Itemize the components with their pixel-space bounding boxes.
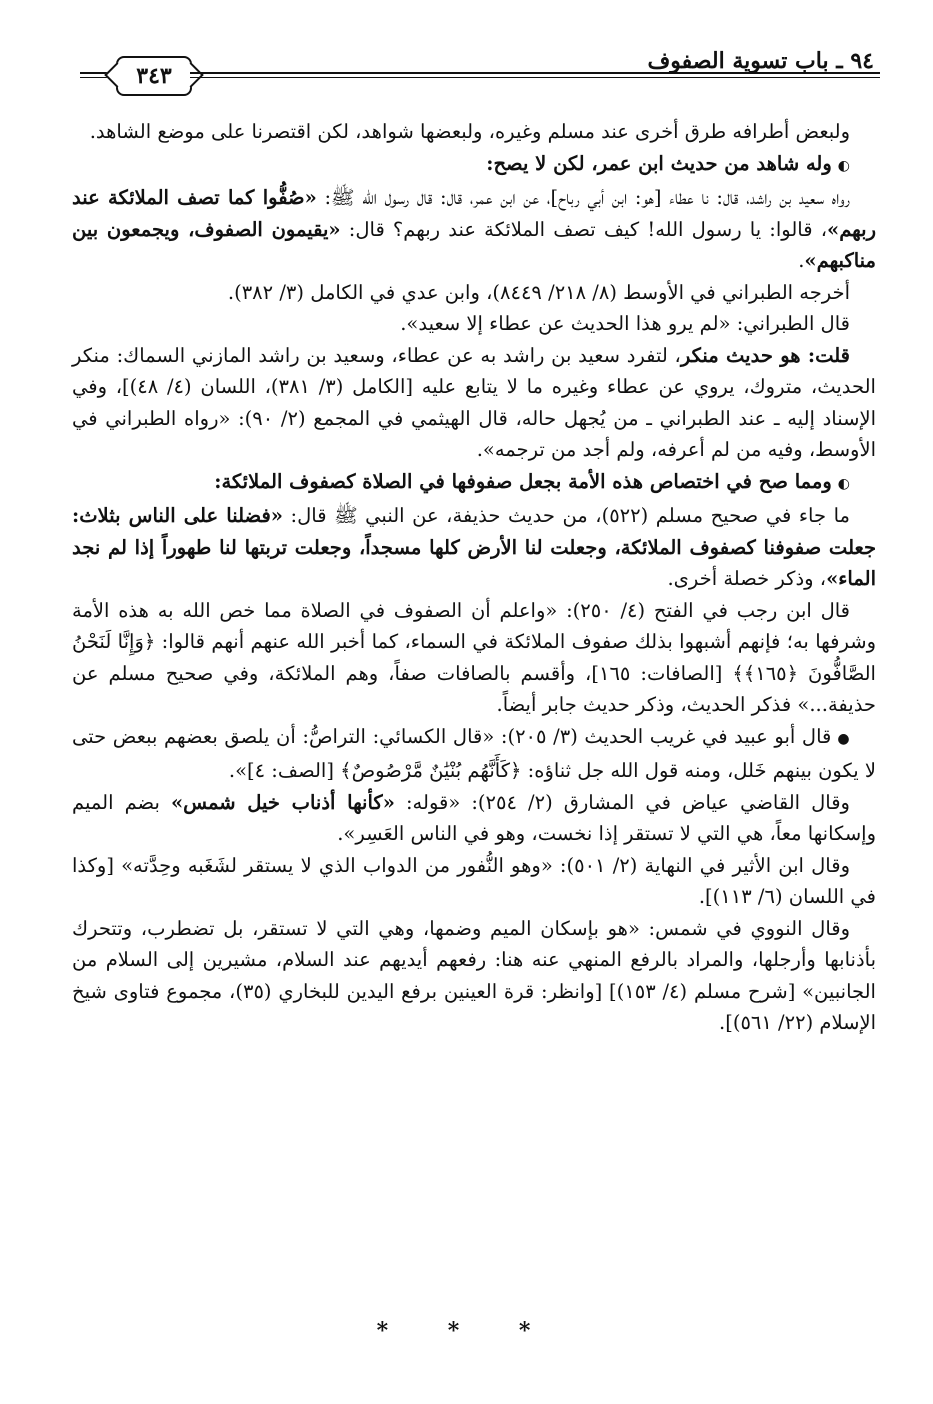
text-run: وقال القاضي عياض في المشارق (٢/ ٢٥٤): «قوله:: [394, 790, 850, 814]
bullet-dot-icon: ●: [837, 730, 850, 747]
paragraph: قال الطبراني: «لم يرو هذا الحديث عن عطاء إلا سعيد».: [400, 312, 850, 335]
paragraph: [72, 721, 876, 787]
running-title: ٩٤ ـ باب تسوية الصفوف: [647, 48, 874, 74]
paragraph: [72, 787, 876, 850]
paragraph: [72, 182, 876, 277]
paragraph: وقال ابن الأثير في النهاية (٢/ ٥٠١): «وهو النُّفور من الدواب الذي لا يستقر لشَغَبه وحِدَّته» [وكذا في اللسان (٦/ ١١٣)].: [72, 853, 876, 908]
paragraph: [72, 500, 876, 595]
text-run: ، لتفرد سعيد بن راشد به عن عطاء، وسعيد بن راشد المازني السماك: منكر الحديث، متروك، يروي عن عطاء وغيره ما لا يتابع عليه [الكامل (٣/ ٣٨١)، اللسان (٤/ ٤٨)]، وفي الإسناد إليه ـ عند الطبراني ـ من يُجهل حاله، قال الهيثمي في المجمع (٢/ ٩٠): «رواه الطبراني في الأوسط، وفيه من لم أعرفه، ولم أجد من ترجمه».: [72, 343, 876, 461]
text-run: ما جاء في صحيح مسلم (٥٢٢)، من حديث حذيفة، عن النبي ﷺ قال:: [282, 504, 850, 527]
text-run: .: [798, 249, 805, 272]
section-heading-text: ومما صح في اختصاص هذه الأمة بجعل صفوفها في الصلاة كصفوف الملائكة:: [214, 469, 832, 493]
paragraph: ولبعض أطرافه طرق أخرى عند مسلم وغيره، ولبعضها شواهد، لكن اقتصرنا على موضع الشاهد.: [89, 120, 850, 143]
page-number: ٣٤٣: [136, 63, 172, 89]
section-heading-text: وله شاهد من حديث ابن عمر، لكن لا يصح:: [486, 151, 832, 175]
body-text: [72, 116, 876, 1039]
paragraph: وقال النووي في شمس: «هو بإسكان الميم وضمها، وهي التي لا تستقر، بل تضطرب، وتتحرك بأذنابها وأرجلها، والمراد بالرفع المنهي عنه هنا: رفعهم أيديهم عند السلام، مشيرين إلى السلام من الجانبين» [شرح مسلم (٤/ ١٥٣)] [وانظر: قرة العينين برفع اليدين للبخاري (٣٥)، مجموع فتاوى شيخ الإسلام (٢٢/ ٥٦١)].: [72, 916, 876, 1034]
heading-marker-icon: ◐: [837, 475, 850, 492]
text-run: قال أبو عبيد في غريب الحديث (٣/ ٢٠٥): «قال الكسائي: التراصُّ: أن يلصق بعضهم ببعض حتى لا يكون بينهم خَلل، ومنه قول الله جل ثناؤه: ﴿كَأَنَّهُم بُنْيَٰنٌ مَّرْصُوصٌ﴾ [الصف: ٤]».: [72, 724, 876, 782]
hadith-quote: «فضلنا على الناس بثلاث: جعلت صفوفنا كصفوف الملائكة، وجعلت لنا الأرض كلها مسجداً، وجعلت تربتها لنا طهوراً إذا لم نجد الماء»: [72, 504, 876, 590]
verdict-text: قلت: هو حديث منكر: [680, 343, 850, 367]
section-heading: [72, 466, 876, 501]
page-number-frame: [116, 56, 192, 96]
hadith-quote: «يقيمون الصفوف، ويجمعون بين مناكبهم»: [72, 217, 876, 272]
paragraph: قال ابن رجب في الفتح (٤/ ٢٥٠): «واعلم أن الصفوف في الصلاة مما خص الله به هذه الأمة وشرفها به؛ فإنهم أشبهوا بذلك صفوف الملائكة في السماء، كما أخبر الله عنهم أنهم قالوا: ﴿وَإِنَّا لَنَحْنُ الصَّافُّونَ ﴿١٦٥﴾﴾ [الصافات: ١٦٥]، وأقسم بالصافات صفاً، وهم الملائكة، وفي صحيح مسلم عن حذيفة...» فذكر الحديث، وذكر حديث جابر أيضاً.: [72, 598, 876, 716]
header-rule-thin: [190, 77, 880, 78]
section-end-stars: * * *: [376, 1318, 557, 1344]
section-heading: [72, 148, 876, 183]
text-run: ، قالوا: يا رسول الله! كيف تصف الملائكة عند ربهم؟ قال:: [340, 217, 827, 241]
paragraph: [72, 340, 876, 466]
page-header: [80, 44, 880, 104]
paragraph: أخرجه الطبراني في الأوسط (٨/ ٢١٨/ ٨٤٤٩)، وابن عدي في الكامل (٣/ ٣٨٢).: [227, 280, 850, 304]
hadith-quote: «كأنها أذناب خيل شمس»: [170, 790, 395, 814]
text-run: رواه سعيد بن راشد، قال: نا عطاء [هو: ابن أبي رباح]، عن ابن عمر، قال: قال رسول الله ﷺ:: [316, 186, 851, 209]
text-run: بضم الميم وإسكانها معاً، هي التي لا تستقر إذا نخست، وهو في الناس العَسِر».: [72, 790, 876, 845]
hadith-quote: «صُفُّوا كما تصف الملائكة عند ربهم»: [72, 186, 876, 241]
heading-marker-icon: ◐: [837, 157, 850, 174]
text-run: ، وذكر خصلة أخرى.: [667, 567, 827, 590]
